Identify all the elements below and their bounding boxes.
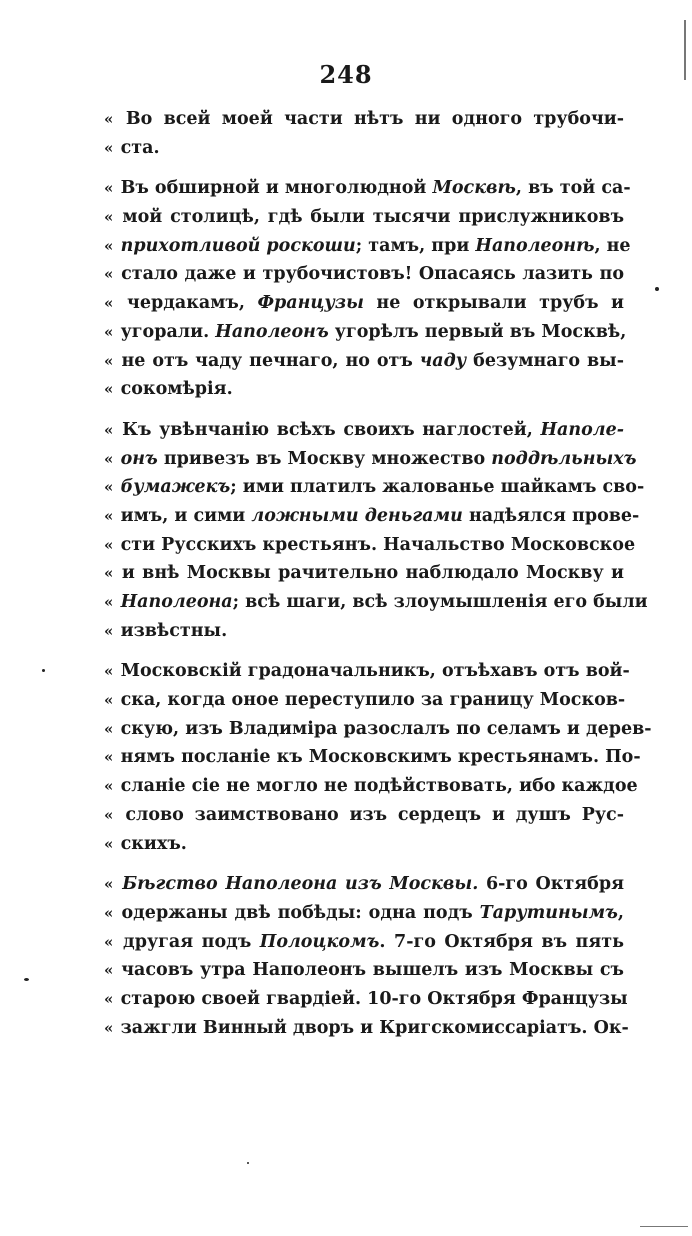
text-segment: Въ обширной и многолюдной [120, 178, 433, 199]
quote-mark: « [104, 351, 120, 370]
text-segment: Полоцкомъ [259, 931, 380, 952]
text-line [104, 416, 624, 445]
text-segment: Наполеонъ [215, 321, 329, 342]
text-line [104, 347, 624, 376]
text-line [104, 559, 624, 588]
text-segment: чердакамъ, [127, 293, 258, 314]
text-line [104, 445, 637, 474]
quote-mark: « [104, 777, 119, 796]
text-line [104, 956, 624, 985]
text-line [104, 289, 624, 318]
text-segment: часовъ утра Наполеонъ вышелъ изъ Москвы съ [121, 960, 624, 981]
text-line [104, 375, 624, 404]
quote-mark: « [104, 662, 119, 681]
text-line [104, 473, 645, 502]
text-segment: скихъ. [120, 833, 187, 854]
text-segment: бумажекъ [120, 477, 231, 498]
text-segment: Москвѣ [432, 178, 516, 199]
text-line [104, 657, 630, 686]
text-line [104, 715, 652, 744]
text-segment: Тарутинымъ [479, 902, 618, 923]
text-segment: безумнаго вы- [466, 350, 624, 371]
text-line [104, 801, 624, 830]
scan-edge-mark [684, 20, 686, 80]
scan-speck [247, 1162, 249, 1164]
quote-mark: « [104, 748, 119, 767]
text-segment: извѣстны. [120, 620, 228, 641]
text-line [104, 928, 624, 957]
text-segment: и внѣ Москвы рачительно наблюдало Москву и [121, 563, 624, 584]
quote-mark: « [104, 322, 119, 341]
text-segment: Наполеона [120, 592, 233, 612]
text-line [104, 174, 631, 203]
quote-mark: « [104, 621, 119, 640]
quote-mark: « [104, 179, 119, 198]
text-line [104, 743, 641, 772]
text-segment: . 7-го Октября въ пять [379, 931, 624, 952]
text-segment: мой столицѣ, гдѣ были тысячи прислужниковъ [122, 207, 624, 228]
quote-mark: « [104, 208, 121, 227]
quote-mark: « [104, 1018, 119, 1037]
text-segment: ; тамъ, при [355, 235, 476, 256]
text-segment: не отъ чаду печнаго, но отъ [121, 350, 420, 371]
quote-mark: « [104, 564, 120, 583]
text-line [104, 617, 624, 646]
quote-mark: « [104, 932, 122, 951]
text-segment: сланіе сіе не могло не подѣйствовать, ибо каждое [120, 776, 638, 797]
quote-mark: « [104, 506, 119, 525]
text-segment: Во всей моей части нѣтъ ни одного трубочи- [125, 109, 624, 129]
quote-mark: « [104, 875, 121, 894]
text-segment: привезъ въ Москву множество [157, 448, 492, 469]
text-segment: зажгли Винный дворъ и Кригскомиссаріатъ. Ок- [120, 1017, 629, 1038]
quote-mark: « [104, 535, 119, 554]
text-segment: , не [594, 235, 631, 256]
paragraph [104, 105, 624, 162]
text-segment: сти Русскихъ крестьянъ. Начальство Московское [120, 534, 636, 555]
text-line [104, 985, 628, 1014]
text-segment: ложными деньгами [251, 505, 463, 526]
quote-mark: « [104, 805, 124, 824]
quote-mark: « [104, 380, 119, 399]
paragraph [104, 416, 648, 646]
text-segment: чаду [419, 350, 467, 371]
text-line [104, 502, 640, 531]
text-segment: 6-го Октября [478, 874, 624, 895]
text-line [104, 134, 624, 163]
quote-mark: « [104, 903, 120, 922]
paragraph [104, 174, 631, 404]
quote-mark: « [104, 265, 120, 284]
scan-speck [24, 978, 29, 981]
text-segment: одержаны двѣ побѣды: одна подъ [121, 902, 480, 923]
quote-mark: « [104, 110, 124, 128]
text-segment: поддѣльныхъ [491, 448, 637, 469]
quote-mark: « [104, 138, 119, 157]
text-segment: онъ [120, 448, 158, 469]
text-line [104, 105, 624, 134]
text-line [104, 686, 624, 715]
quote-mark: « [104, 691, 119, 710]
quote-mark: « [104, 449, 119, 468]
scan-speck [42, 669, 45, 672]
text-segment: Бѣгство Наполеона изъ Москвы. [122, 874, 479, 895]
text-segment: слово заимствовано изъ сердецъ и душъ Рус- [125, 804, 624, 825]
text-segment: ста. [120, 137, 160, 158]
text-segment: нямъ посланіе къ Московскимъ крестьянамъ. По- [120, 747, 641, 768]
page-number: 248 [319, 60, 373, 89]
text-segment: сокомѣрія. [120, 379, 233, 400]
text-line [104, 1014, 629, 1043]
body-text [104, 105, 652, 1054]
text-line [104, 830, 624, 859]
text-segment: стало даже и трубочистовъ! Опасаясь лазить по [121, 264, 624, 285]
paragraph [104, 657, 652, 858]
text-segment: Московскій градоначальникъ, отъѣхавъ отъ вой- [120, 661, 630, 682]
quote-mark: « [104, 593, 119, 611]
text-line [104, 203, 624, 232]
text-line [104, 260, 624, 289]
text-line [104, 588, 648, 617]
text-segment: Французы [257, 293, 364, 314]
text-segment: имъ, и сими [120, 505, 252, 526]
scan-speck [655, 287, 659, 291]
text-segment: Наполеонѣ [475, 235, 595, 256]
text-segment: , въ той са- [515, 178, 631, 199]
text-line [104, 318, 627, 347]
text-line [104, 899, 624, 928]
text-segment: прихотливой роскоши [120, 235, 356, 256]
text-segment: не открывали трубъ и [363, 293, 624, 314]
quote-mark: « [104, 961, 120, 980]
text-segment: Наполе- [540, 419, 624, 440]
paragraph [104, 870, 629, 1042]
text-segment: ; ими платилъ жалованье шайкамъ сво- [230, 477, 645, 498]
text-segment: другая подъ [123, 931, 260, 952]
text-segment: угорѣлъ первый въ Москвѣ, [328, 321, 627, 342]
quote-mark: « [104, 989, 119, 1008]
text-segment: , [617, 902, 624, 923]
text-segment: ска, когда оное переступило за границу Москов- [120, 690, 626, 711]
text-segment: старою своей гвардіей. 10-го Октября Французы [120, 988, 628, 1009]
quote-mark: « [104, 294, 126, 313]
quote-mark: « [104, 420, 121, 439]
quote-mark: « [104, 478, 119, 497]
text-line [104, 232, 631, 261]
text-line [104, 531, 636, 560]
text-line [104, 870, 624, 899]
quote-mark: « [104, 719, 119, 738]
text-segment: надѣялся прове- [462, 505, 640, 526]
text-segment: Къ увѣнчанію всѣхъ своихъ наглостей, [122, 419, 541, 440]
text-line [104, 772, 638, 801]
quote-mark: « [104, 236, 119, 255]
text-segment: угорали. [120, 321, 216, 342]
text-segment: скую, изъ Владиміра разослалъ по селамъ и дерев- [120, 718, 652, 739]
scan-edge-mark [640, 1226, 688, 1227]
text-segment: ; всѣ шаги, всѣ злоумышленія его были [232, 592, 648, 612]
quote-mark: « [104, 834, 119, 853]
